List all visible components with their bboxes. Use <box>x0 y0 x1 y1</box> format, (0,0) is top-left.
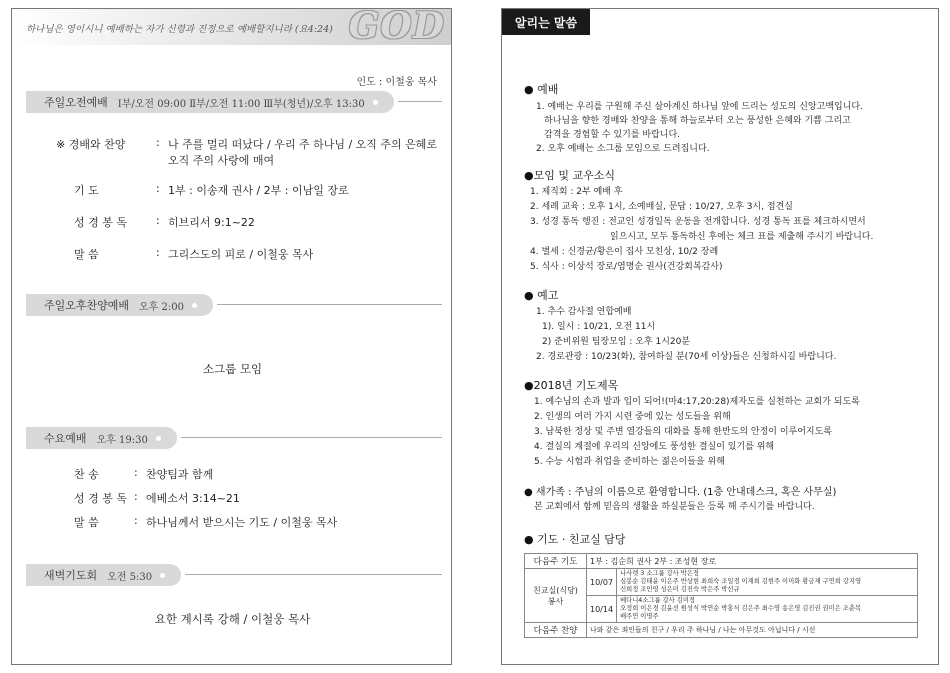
duty-names <box>617 596 918 623</box>
next-prayer-label: 다음주 기도 <box>525 554 587 569</box>
row-colon: : <box>156 246 160 259</box>
section-pill <box>26 91 394 113</box>
section-wednesday-worship <box>26 427 442 449</box>
notice-line: 5. 식사 : 이상석 장로/염명순 권사(건강회복감사) <box>530 262 723 272</box>
row-colon: : <box>134 514 138 527</box>
section-divider <box>398 101 442 102</box>
verse-banner <box>12 9 451 45</box>
duty-date: 10/07 <box>587 569 617 596</box>
section-afternoon-worship <box>26 294 442 316</box>
table-row <box>525 554 918 569</box>
notice-section-worship-title: ● 예배 <box>524 83 559 96</box>
row-value: 나 주를 멀리 떠났다 / 우리 주 하나님 / 오직 주의 은혜로 <box>168 138 438 151</box>
row-value: 에베소서 3:14~21 <box>146 492 240 505</box>
row-colon: : <box>134 466 138 479</box>
notice-line: 읽으시고, 모두 통독하신 후에는 체크 표를 제출해 주시기 바랍니다. <box>610 232 874 242</box>
row-value-continued: 오직 주의 사랑에 매여 <box>168 154 275 167</box>
notice-line: 3. 남북한 정상 및 주변 열강들의 대화를 통해 한반도의 안정이 이루어지도록 <box>534 427 833 437</box>
section-dawn-prayer <box>26 564 442 586</box>
section-time: 오전 5:30 <box>107 571 153 583</box>
section-dot <box>156 436 161 441</box>
notice-line: 5. 수능 시험과 취업을 준비하는 젊은이들을 위해 <box>534 457 725 467</box>
section-title: 수요예배 <box>44 432 87 445</box>
fellowship-label: 친교실(식당) 봉사 <box>525 569 587 623</box>
duty-names-line: 오정희 이은경 김윤선 원성식 박연순 박홍식 김은주 최수영 송은영 김진권 권미은 조춘복 <box>620 605 862 612</box>
row-label: 성 경 봉 독 <box>74 492 127 505</box>
notice-line: 본 교회에서 함께 믿음의 생활을 하실분들은 등록 해 주시기를 바랍니다. <box>534 502 815 512</box>
row-label: 기 도 <box>74 184 99 197</box>
notice-line: 4. 별세 : 신경균/황은이 집사 모친상, 10/2 장례 <box>530 247 719 257</box>
notice-section-prayer-title: ●2018년 기도제목 <box>524 379 619 392</box>
section-morning-worship <box>26 91 442 113</box>
notice-section-preview-title: ● 예고 <box>524 289 559 302</box>
row-value: 찬양팀과 함께 <box>146 468 214 481</box>
notice-line: 2. 인생의 여러 가지 시련 중에 있는 성도들을 위해 <box>534 412 731 422</box>
notice-section-newcomer-title: ● 새가족 : 주님의 이름으로 환영합니다. (1층 안내데스크, 혹은 사무실) <box>524 487 837 498</box>
duty-names-line: 베다니4소그룹 강사 김미정 <box>620 597 695 604</box>
row-label: 말 씀 <box>74 516 99 529</box>
duty-names-line: 배주연 이명주 <box>620 613 659 620</box>
duty-names-line: 나사렛 3 소그룹 강사 박은정 <box>620 570 699 577</box>
row-label: ※ 경배와 찬양 <box>56 138 126 151</box>
afternoon-body: 소그룹 모임 <box>202 362 263 376</box>
row-value: 1부 : 이송재 권사 / 2부 : 이남일 장로 <box>168 184 349 197</box>
notice-line: 1. 추수 감사절 연합예배 <box>536 307 632 317</box>
row-label: 말 씀 <box>74 248 99 261</box>
notice-line: 2. 세례 교육 : 오후 1시, 소예배실, 문답 : 10/27, 오후 3시, 접견실 <box>530 202 794 212</box>
section-title: 주일오전예배 <box>44 96 108 109</box>
next-praise-label: 다음주 찬양 <box>525 623 587 638</box>
god-logo: GOD <box>348 9 445 45</box>
section-divider <box>185 574 442 575</box>
duty-names-line: 심봉순 김태윤 이은주 반상현 최희숙 조일경 이재희 김현주 이미화 황금재 구연희 강지영 <box>620 578 862 585</box>
section-time: Ⅰ부/오전 09:00 Ⅱ부/오전 11:00 Ⅲ부(청년)/오후 13:30 <box>117 98 365 110</box>
notice-line: 4. 결실의 계절에 우리의 신앙에도 풍성한 결실이 있기를 위해 <box>534 442 775 452</box>
table-row <box>525 623 918 638</box>
section-title: 주일오후찬양예배 <box>44 299 130 312</box>
row-colon: : <box>156 182 160 195</box>
notice-line: 2. 오후 예배는 소그룹 모임으로 드려집니다. <box>536 144 710 154</box>
section-pill <box>26 427 177 449</box>
worship-leader: 인도 : 이철웅 목사 <box>356 77 437 88</box>
next-prayer-value: 1부 : 김순희 권사 2부 : 조성현 장로 <box>587 554 918 569</box>
announcements-page <box>501 8 939 665</box>
notice-section-duty-title: ● 기도 · 친교실 담당 <box>524 533 626 546</box>
row-value: 그리스도의 피로 / 이철웅 목사 <box>168 248 314 261</box>
row-label: 찬 송 <box>74 468 99 481</box>
notice-line: 1. 예배는 우리를 구원해 주신 살아계신 하나님 앞에 드리는 성도의 신앙고백입니다. <box>536 102 863 112</box>
duty-names-line: 신희정 조민영 성은미 김진숙 박은주 박선규 <box>620 586 740 593</box>
section-dot <box>192 303 197 308</box>
section-time: 오후 19:30 <box>96 434 148 446</box>
notice-line: 하나님을 향한 경배와 찬양을 통해 하늘로부터 오는 풍성한 은혜와 기쁨 그리고 <box>544 116 851 126</box>
duty-date: 10/14 <box>587 596 617 623</box>
duty-table <box>524 553 918 638</box>
notice-line: 1. 예수님의 손과 발과 입이 되어!(마4:17,20:28)제자도를 실천하는 교회가 되도록 <box>534 397 860 407</box>
section-dot <box>160 573 165 578</box>
notice-line: 2. 경로관광 : 10/23(화), 참여하실 분(70세 이상)들은 신청하시길 바랍니다. <box>536 352 837 362</box>
section-title: 새벽기도회 <box>44 569 98 582</box>
table-row <box>525 569 918 596</box>
section-divider <box>217 304 442 305</box>
announcements-header: 알리는 말씀 <box>502 9 590 35</box>
next-praise-value: 나와 같은 죄인들의 친구 / 우리 주 하나님 / 나는 아무것도 아닙니다 / 시선 <box>587 623 918 638</box>
section-time: 오후 2:00 <box>139 301 184 313</box>
notice-line: 1). 일시 : 10/21, 오전 11시 <box>542 322 656 332</box>
row-label: 성 경 봉 독 <box>74 216 127 229</box>
row-colon: : <box>156 214 160 227</box>
section-dot <box>373 100 378 105</box>
section-pill <box>26 294 213 316</box>
row-colon: : <box>134 490 138 503</box>
notice-line: 2) 준비위원 팀장모임 : 오후 1시20분 <box>542 337 691 347</box>
notice-line: 감격을 경험할 수 있기를 바랍니다. <box>544 130 681 140</box>
section-pill <box>26 564 181 586</box>
notice-line: 3. 성경 통독 행진 : 전교인 성경일독 운동을 전개합니다. 성경 통독 표를 체크하시면서 <box>530 217 866 227</box>
row-value: 하나님께서 받으시는 기도 / 이철웅 목사 <box>146 516 338 529</box>
order-of-worship-page <box>11 8 452 665</box>
notice-line: 1. 제직회 : 2부 예배 후 <box>530 187 623 197</box>
row-colon: : <box>156 136 160 149</box>
row-value: 히브리서 9:1~22 <box>168 216 255 229</box>
notice-section-news-title: ●모임 및 교우소식 <box>524 169 615 182</box>
dawn-body: 요한 계시록 강해 / 이철웅 목사 <box>154 612 311 626</box>
duty-names <box>617 569 918 596</box>
section-divider <box>181 437 442 438</box>
banner-verse: 하나님은 영이시니 예배하는 자가 신령과 진정으로 예배할지니라 (요4:24) <box>26 24 333 35</box>
